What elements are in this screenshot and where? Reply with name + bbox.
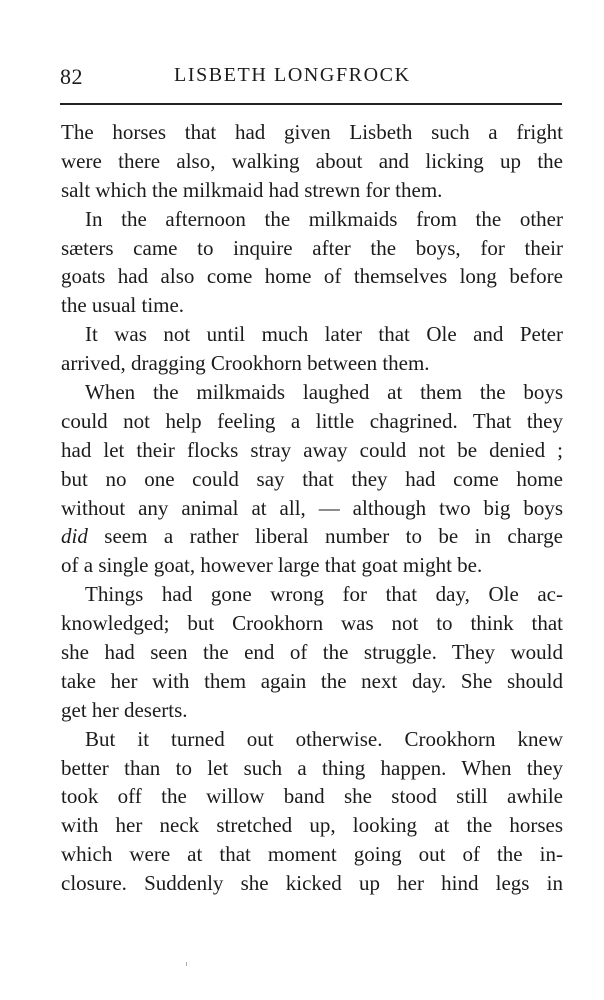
line-text: It was not until much later that Ole and Peter xyxy=(85,322,563,347)
text-line xyxy=(61,638,563,667)
text-line xyxy=(61,580,563,609)
italic-word: did xyxy=(61,524,88,549)
line-text: but no one could say that they had come home xyxy=(61,466,563,491)
running-title: LISBETH LONGFROCK xyxy=(174,64,411,86)
line-text: sæters came to inquire after the boys, for their xyxy=(61,235,563,260)
line-text: closure. Suddenly she kicked up her hind legs in xyxy=(61,871,563,896)
text-line xyxy=(61,118,563,147)
text-line xyxy=(61,696,563,725)
text-line xyxy=(61,234,563,263)
line-text: But it turned out otherwise. Crookhorn knew xyxy=(85,726,563,751)
text-line xyxy=(61,869,563,898)
text-line xyxy=(61,176,563,205)
line-text: goats had also come home of themselves long before xyxy=(61,264,563,289)
text-line xyxy=(61,754,563,783)
line-text: without any animal at all, — although two big boys xyxy=(61,495,563,520)
line-text: In the afternoon the milkmaids from the other xyxy=(85,206,563,231)
text-line xyxy=(61,609,563,638)
text-line xyxy=(61,436,563,465)
page-number: 82 xyxy=(60,64,83,89)
line-text: better than to let such a thing happen. When they xyxy=(61,755,563,780)
line-text: When the milkmaids laughed at them the boys xyxy=(85,380,563,405)
text-line xyxy=(61,811,563,840)
text-line xyxy=(61,147,563,176)
line-text: the usual time. xyxy=(61,293,185,318)
line-text: knowledged; but Crookhorn was not to think that xyxy=(61,611,563,636)
text-line xyxy=(61,522,563,551)
text-line xyxy=(61,407,563,436)
line-text: which were at that moment going out of the in- xyxy=(61,842,563,867)
text-line xyxy=(61,840,563,869)
text-line xyxy=(61,378,563,407)
text-line xyxy=(61,725,563,754)
line-text: salt which the milkmaid had strewn for them. xyxy=(61,177,443,202)
text-line xyxy=(61,320,563,349)
line-text: seem a rather liberal number to be in charge xyxy=(87,524,563,549)
line-text: take her with them again the next day. She should xyxy=(61,668,563,693)
text-line xyxy=(61,465,563,494)
line-text: were there also, walking about and licking up the xyxy=(61,148,563,173)
line-text: could not help feeling a little chagrined. That they xyxy=(61,408,563,433)
scan-mark xyxy=(186,962,187,966)
line-text: she had seen the end of the struggle. They would xyxy=(61,640,563,665)
line-text: with her neck stretched up, looking at the horses xyxy=(61,813,563,838)
line-text: took off the willow band she stood still awhile xyxy=(61,784,563,809)
line-text: Things had gone wrong for that day, Ole ac- xyxy=(85,582,563,607)
text-line xyxy=(61,291,563,320)
line-text: of a single goat, however large that goat might be. xyxy=(61,553,483,578)
text-line xyxy=(61,262,563,291)
line-text: arrived, dragging Crookhorn between them. xyxy=(61,351,430,376)
line-text: get her deserts. xyxy=(61,697,188,722)
text-line xyxy=(61,667,563,696)
line-text: had let their flocks stray away could not be denied ; xyxy=(61,437,563,462)
running-head xyxy=(60,64,562,94)
header-rule xyxy=(60,103,562,105)
text-line xyxy=(61,551,563,580)
body-text xyxy=(61,118,563,898)
text-line xyxy=(61,349,563,378)
text-line xyxy=(61,494,563,523)
line-text: The horses that had given Lisbeth such a fright xyxy=(61,120,563,144)
text-line xyxy=(61,782,563,811)
text-line xyxy=(61,205,563,234)
